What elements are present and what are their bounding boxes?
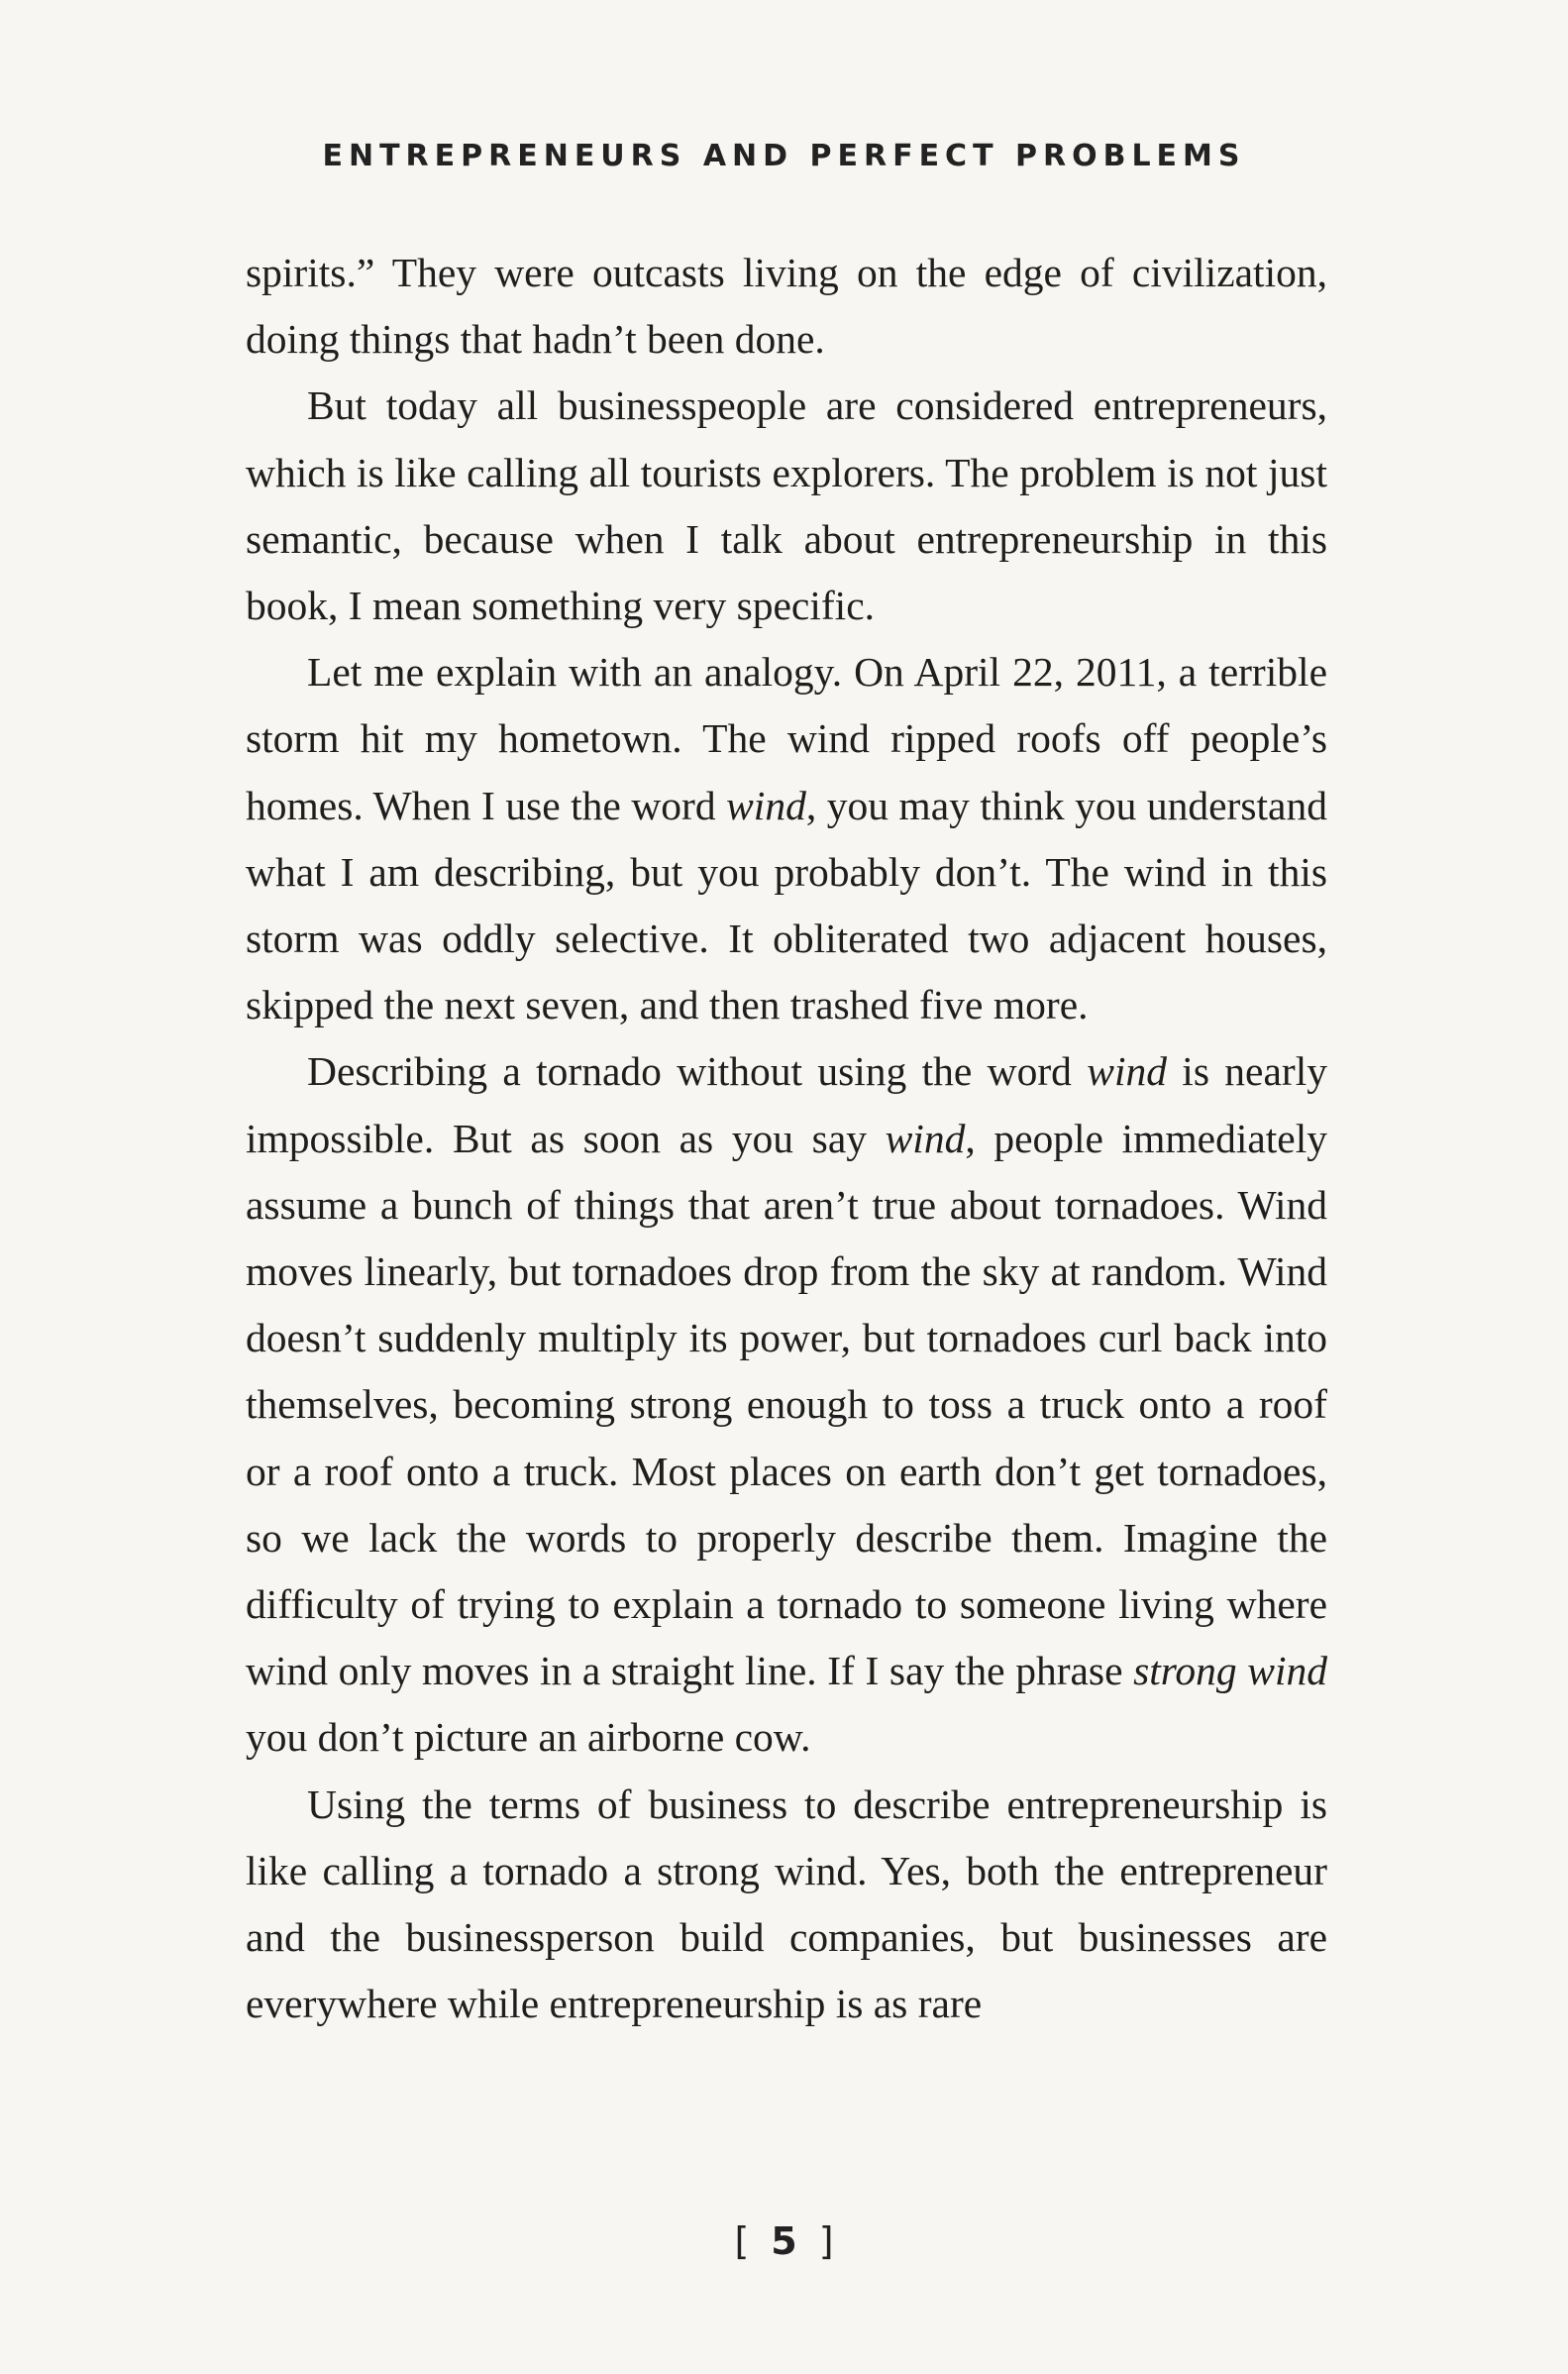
paragraph — [246, 373, 1327, 639]
text-run: Using the terms of business to describe entrepreneurship is like calling a tornado a strong wind. Yes, both the entrepreneur and the businessperson build companies, but businesses are everywhere while entrepreneurship is as rare — [246, 1780, 1327, 2027]
text-run: is nearly impossible. But as soon as you say — [246, 1048, 1327, 1161]
text-run: you don’t picture an airborne cow. — [246, 1714, 811, 1761]
paragraph — [246, 240, 1327, 373]
italic-run: strong wind — [1133, 1648, 1327, 1694]
text-run: Let me explain with an analogy. On April 22, 2011, a terrible storm hit my hometown. The wind ripped roofs off people’s homes. When I use the word — [246, 649, 1327, 828]
text-run: , you may think you understand what I am describing, but you probably don’t. The wind in this storm was oddly selective. It obliterated two adjacent houses, skipped the next seven, and then trashed five more. — [246, 782, 1327, 1028]
text-run: Describing a tornado without using the word — [307, 1048, 1088, 1095]
running-head: ENTREPRENEURS AND PERFECT PROBLEMS — [322, 139, 1246, 173]
text-run: , people immediately assume a bunch of things that aren’t true about tornadoes. Wind moves linearly, but tornadoes drop from the sky at random. Wind doesn’t suddenly multiply its power, but tornadoes curl back into themselves, becoming strong enough to toss a truck onto a roof or a roof onto a truck. Most places on earth don’t get tornadoes, so we lack the words to properly describe them. Imagine the difficulty of trying to explain a tornado to someone living where wind only moves in a straight line. If I say the phrase — [246, 1115, 1327, 1694]
paragraph — [246, 639, 1327, 1038]
page-number-footer — [0, 2219, 1568, 2263]
paragraph — [246, 1038, 1327, 1771]
text-run: But today all businesspeople are considered entrepreneurs, which is like calling all tourists explorers. The problem is not just semantic, because when I talk about entrepreneurship in this book, I mean something very specific. — [246, 382, 1327, 629]
open-bracket: [ — [734, 2219, 750, 2263]
italic-run: wind — [1087, 1048, 1167, 1095]
italic-run: wind — [726, 782, 806, 828]
italic-run: wind — [885, 1115, 966, 1161]
page-number: 5 — [771, 2219, 797, 2263]
paragraph — [246, 1772, 1327, 2038]
close-bracket: ] — [818, 2219, 834, 2263]
text-run: spirits.” They were outcasts living on the edge of civilization, doing things that hadn’t been done. — [246, 250, 1327, 363]
body-text — [246, 240, 1327, 2037]
